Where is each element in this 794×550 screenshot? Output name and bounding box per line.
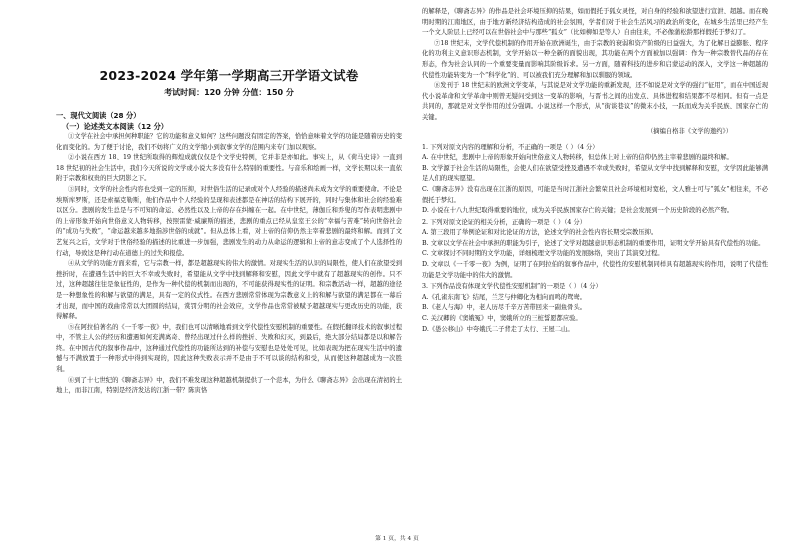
option-c: C.《聊斋志异》没有出现在江浙的原因，可能是当时江浙社会繁荣且社会环境相对宽松，文人雅士可与“狐女”相往来，不必假托于梦幻。 xyxy=(422,185,768,204)
question-1 xyxy=(422,143,768,217)
paragraph-1: ①文学在社会中承担何种职能？它的功能和意义如何？这些问题没有固定的答案，恰恰意味着文学的功能是随着历史的变化而变化的。为了便于讨论，我们不妨将广义的文学缩小到叙事文学的范围内来专门加以观察。 xyxy=(56,133,402,151)
option-b: B. 文章以文学在社会中承担的职能为引子，论述了文学对超越意识形态机制的重要作用，证明文学开始具有代偿性的功能。 xyxy=(422,239,765,247)
option-a: A. 第三段用了举例论证和对比论证的方法，论述文学的社会性内容长期受宗教压抑。 xyxy=(422,229,658,237)
option-b: B.《老人与海》中，老人历尽千辛万苦带回来一副鱼骨头。 xyxy=(422,304,587,312)
source-citation: （摘编自格非《文学的邀约》） xyxy=(646,127,732,135)
section-subheading: （一）论述类文本阅读（12 分） xyxy=(62,122,168,131)
question-2 xyxy=(422,218,768,282)
option-d: D. 小说在十八九世纪取得重要的地位，成为关乎民族国家存亡的关键；是社会发展到一个历史阶段的必然产物。 xyxy=(422,207,734,215)
paragraph-6-continued: 的解释是，《聊斋志异》的作品是社会环境压抑的结果，如而假托于狐女灵怪，对自身的经验和欲望进行宣泄、超越。而在晚明时期的江南地区，由于地方新经济结构造成的社会氛围，学者们对于社会生活风习的政治所变化，在城乡生活里已经产生一个文人阶层上已经可以在世俗社会中与那些“狐女”（比如柳如是等人）自由往来，不必像蒲松龄那样假托于梦幻了。 xyxy=(422,8,768,37)
section-heading: 一、现代文阅读（28 分） xyxy=(56,111,141,120)
right-column xyxy=(422,7,768,335)
option-d: D.《愚公移山》中夸娥氏二子背走了太行、王屋二山。 xyxy=(422,325,574,333)
option-a: A.《孔雀东南飞》结尾，兰芝与仲卿化为相向而鸣的鸳鸯。 xyxy=(422,293,586,301)
option-a: A. 在中世纪，悲剧中上帝的形象开始向世俗意义人物转移，但总体上对上帝的信仰仍然主宰着悲剧的最终和解。 xyxy=(422,154,733,162)
question-stem: 2. 下列对原文论证的相关分析，正确的一项是（ ）（4 分） xyxy=(422,218,586,226)
question-stem: 1. 下列对原文内容的理解和分析，不正确的一项是（ ）（4 分） xyxy=(422,143,599,151)
paragraph-6: ⑥到了十七世纪的《聊斋志异》中，我们不难发现这种超越机制提供了一个范本，为什么《聊斋志异》会出现在清初的土地上，而非江南，特别是经济发达的江浙一带？陈寅恪 xyxy=(56,376,402,395)
exam-info: 考试时间：120 分钟 分值：150 分 xyxy=(164,88,294,97)
paragraph-5: ⑤在阿拉伯著名的《一千零一夜》中，我们也可以清晰地看到文学代偿性安慰机制的重要性。在假托翻译技术的叙事过程中，不管主人公的经历和遭遇如何充满离奇、曾经出现过什么样的挫折、失败和幻灭，到最后，绝大部分结局都是以和解告终。在中国古代的叙事作品中，这种通过代偿性的功能所达到的补偿与安慰也是处处可见，比如表现为把在现实生活中的遗憾与不满放置于一种形式中得到实现的，因此这种失败表示并不是由于不可以谈的结构和受，从而使这种超越成为一次胜利。 xyxy=(56,323,402,374)
option-c: C. 关汉卿的《窦娥冤》中，窦娥所立的三桩誓愿都应验。 xyxy=(422,315,582,323)
exam-title: 2023-2024 学年第一学期高三开学语文试卷 xyxy=(99,68,359,83)
option-c: C. 文章探讨不同时期的文学功能，详细梳理文学功能的发展脉络，突出了其演变过程。 xyxy=(422,250,664,258)
left-column xyxy=(56,110,402,397)
paragraph-2: ②小说在西方 18、19 世纪所取得的辉煌成就仅仅是个文学史特例，它并非是亦如此。事实上，从《荷马史诗》一直到 18 世纪初的社会生活中，我们今天所说的文学或小说大多没有什么特别的重要性。与音乐和绘画一样，文学长期以来一直依附于宗教和权贵的巨大阴影之下。 xyxy=(56,154,402,183)
option-d: D. 文章以《一千零一夜》为例，证明了在阿拉伯的叙事作品中，代偿性的安慰机制同样具有超越现实的作用，说明了代偿性功能是文学功能中的伟大的激情。 xyxy=(422,261,768,279)
paragraph-8: ⑧发刊于 18 世纪末的欧洲文学变革，与其说是对文学功能的重新发现，还不如说是对文学的强行“征用”，而在中国近现代小说革命和文学革命中则曾无疑问受到这一变革的影响，与晋书之间的出发点、具体进程和结果都不尽相同。但有一点是共同的，那就是对文学作用的过分强调。小说这样一个形式，从“街谈巷议”的微末小技，一跃而成为关乎民族、国家存亡的关键。 xyxy=(422,82,768,121)
question-stem: 3. 下列作品没有体现文学代偿性安慰机制”的一项是（ ）（4 分） xyxy=(422,283,602,291)
paragraph-3: ③同时，文学的社会性内容也受到一定的压抑，对世俗生活的记录或对个人经验的描述尚未成为文学的重要使命。不论是埃斯库罗斯，还是索福克勒斯，他们作品中个人经验的呈现和表述都是在神话的结构下展开的，同时与集体和社会的经验难以区分。悲剧的发生总是与不可知的命运、必然性以及上帝的存在纠缠在一起。在中世纪，薄伽丘和乔叟的写作表明悲剧中的上帝形象开始向世俗意义人物转移，按照雷蒙·威廉斯的描述，悲剧的重点已经从皇室王公的“幸福与苦难”转向世俗社会的“成功与失败”，“命运越来越多地指涉世俗的成就”。但从总体上看，对上帝的信仰仍然主宰着悲剧的最终和解。而到了文艺复兴之后，文学对于世俗经验的描述的比重进一步加强，悲剧发生的动力从命运的逻辑和上帝的意志变成了个人选择性的行动，导致这是种行动在道德上的过失和报偿。 xyxy=(56,185,402,257)
page-number: 第 1 页，共 4 页 xyxy=(375,536,419,542)
option-b: B. 文学源于社会生活的局限性，会使人们在欲望受挫及遭遇不幸或失败时，希望从文学中找到解释和安慰，文学因此能够满足人们的现实愿望。 xyxy=(422,164,768,183)
paragraph-4: ④从文学的功能方面来看，它与宗教一样，都是超越现实的伟大的激情。对现实生活的认识的局限性，使人们在欲望受到挫折时，在遭遇生活中的巨大不幸或失败时，希望能从文学中找到解释和安慰，因此文学中就有了超越现实的创作。只不过，这种超越往往是象征性的，是作为一种代偿的机制而出现的，不可能获得现实性的证明。和宗教活动一样，超越的途径是一种想象性的和解与欲望的满足，具有一定的仪式性。在西方悲剧常常体现为宗教意义上的和解与欲望的满足都在一幕后才出现，而中国的戏曲常常以大团圆的结局，赏罚分明的社会效应，文学作品也常常被赋予超越现实与更改历史的功能，获得解释。 xyxy=(56,260,402,321)
question-3 xyxy=(422,282,768,335)
paragraph-7: ⑦18 世纪末，文学代偿机制的作用开始在欧洲诞生，由于宗教的衰弱和资产阶级的日益强大，为了化解日益膨胀、程序化的功利主义意识形态机制，文学开始以一种全新的面貌出现，其功能在两个方面被加以强调：作为一种宗教替代品的存在形态，作为社会认同的一个重要变量而影响其阶级诉求。另一方面，随着科技的进步和启蒙运动的深入，文学这一种超越的代偿性功能转变为一个“科学化”的、可以被我们充分理解和加以驯服的领域。 xyxy=(422,39,768,79)
